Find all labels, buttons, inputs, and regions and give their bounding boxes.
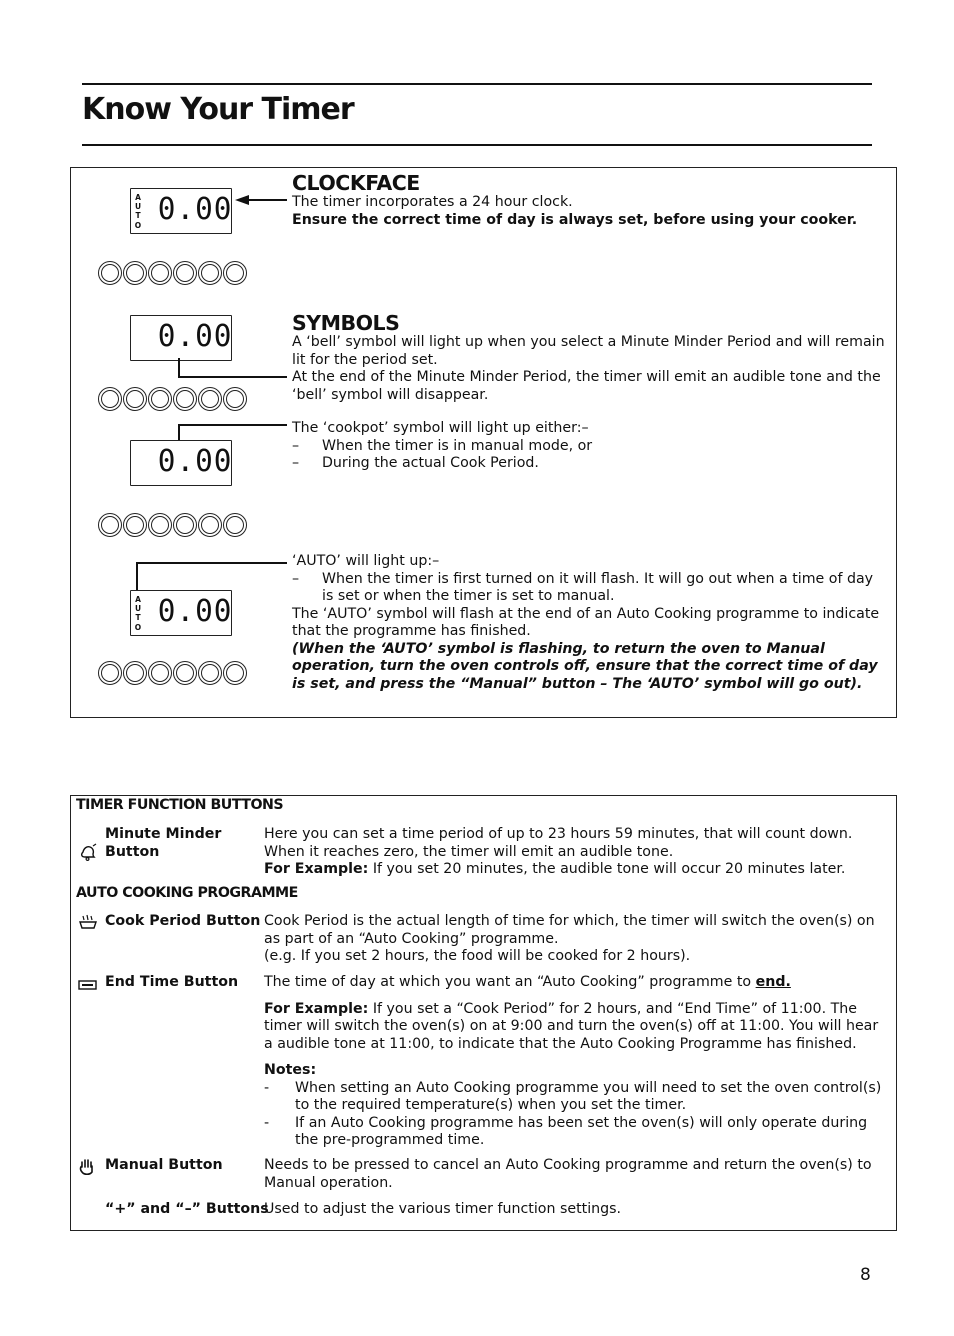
round-button-icon [98,387,122,411]
round-button-icon [123,661,147,685]
round-button-icon [223,387,247,411]
bell-text-2: At the end of the Minute Minder Period, the timer will emit an audible tone and the ‘bell’ symbol will disappear. [292,369,881,403]
round-button-icon [173,513,197,537]
manual-label: Manual Button [105,1157,223,1173]
minute-minder-label: Minute Minder Button [105,826,222,860]
round-button-icon [98,513,122,537]
round-button-icon [173,387,197,411]
page-number: 8 [860,1265,871,1285]
leader-line [245,199,287,201]
timer-display [130,188,232,234]
symbols-section [292,312,887,404]
page-title: Know Your Timer [82,92,354,127]
top-rule [82,83,872,85]
cookpot-icon [78,914,98,930]
display-digits: 0.00 [157,444,233,479]
round-button-icon [198,513,222,537]
list-item: – During the actual Cook Period. [292,455,539,471]
cook-period-desc: Cook Period is the actual length of time for which, the timer will switch the oven(s) on as part of an “Auto Cooking” programme. (e.g. If you set 2 hours, the food will be cooked for 2 hours). [264,913,875,964]
control-buttons [98,661,247,685]
leader-line [136,562,287,564]
end-time-desc: The time of day at which you want an “Auto Cooking” programme to end. For Example: If you set a “Cook Period” for 2 hours, and “End Time” of 11:00. The timer will switch the oven(s) on at 9:00 and turn the oven(s) off at 11:00. You will hear a audible tone at 11:00, to indicate that the Auto Cooking Programme has finished. Notes: - When setting an Auto Cooking programme you will need to set the oven control(s) to the required temperature(s) when you set the timer. - If an Auto Cooking programme has been set the oven(s) will only operate during the pre-programmed time. [264,974,889,1150]
timer-display [130,440,232,486]
round-button-icon [223,661,247,685]
round-button-icon [223,261,247,285]
minute-minder-desc: Here you can set a time period of up to 23 hours 59 minutes, that will count down. When it reaches zero, the timer will emit an audible tone. For Example: If you set 20 minutes, the audible tone will occur 20 minutes later. [264,826,853,877]
auto-indicator: A U T O [134,595,142,632]
round-button-icon [98,661,122,685]
cookpot-section [292,420,887,473]
round-button-icon [198,661,222,685]
display-digits: 0.00 [157,192,233,227]
round-button-icon [148,261,172,285]
end-time-label: End Time Button [105,974,239,990]
round-button-icon [198,387,222,411]
control-buttons [98,387,247,411]
round-button-icon [148,513,172,537]
round-button-icon [123,261,147,285]
round-button-icon [98,261,122,285]
round-button-icon [123,387,147,411]
control-buttons [98,261,247,285]
clockface-line1: The timer incorporates a 24 hour clock. [292,194,573,210]
round-button-icon [148,661,172,685]
round-button-icon [123,513,147,537]
clockface-section [292,172,887,229]
round-button-icon [173,661,197,685]
bell-icon [78,843,98,861]
auto-programme-heading: AUTO COOKING PROGRAMME [76,885,298,901]
leader-line [178,376,287,378]
auto-indicator: A U T O [134,193,142,230]
list-item: – When the timer is first turned on it will flash. It will go out when a time of day is set or when the timer is set to manual. [292,570,874,604]
list-item: – When the timer is in manual mode, or [292,437,593,454]
auto-intro: ‘AUTO’ will light up:– [292,553,440,569]
leader-line [178,424,287,426]
symbols-heading: SYMBOLS [292,311,400,335]
timer-display [130,315,232,361]
hand-icon [78,1158,96,1176]
manual-desc: Needs to be pressed to cancel an Auto Cooking programme and return the oven(s) to Manual operation. [264,1157,872,1191]
list-item: - When setting an Auto Cooking programme you will need to set the oven control(s) to the required temperature(s) when you set the timer. [264,1079,882,1113]
leader-line [178,424,180,441]
round-button-icon [173,261,197,285]
display-digits: 0.00 [157,594,233,629]
control-buttons [98,513,247,537]
leader-line [136,562,138,591]
leader-line [178,358,180,377]
plus-minus-desc: Used to adjust the various timer function settings. [264,1201,622,1217]
auto-flash-text: The ‘AUTO’ symbol will flash at the end of an Auto Cooking programme to indicate that the programme has finished. [292,605,880,639]
bell-text-1: A ‘bell’ symbol will light up when you select a Minute Minder Period and will remain lit for the period set. [292,334,885,368]
title-underline [82,144,872,146]
clockface-heading: CLOCKFACE [292,171,420,195]
list-item: - If an Auto Cooking programme has been set the oven(s) will only operate during the pre-programmed time. [264,1114,868,1148]
round-button-icon [148,387,172,411]
plus-minus-label: “+” and “–” Buttons [105,1201,269,1217]
cook-period-label: Cook Period Button [105,913,261,929]
cookpot-intro: The ‘cookpot’ symbol will light up either:– [292,420,589,436]
timer-display [130,590,232,636]
auto-note: (When the ‘AUTO’ symbol is flashing, to return the oven to Manual operation, turn the oven controls off, ensure that the correct time of day is set, and press the “Manual” button – The ‘AUTO’ symbol will go out). [292,640,878,692]
auto-section [292,553,887,693]
round-button-icon [198,261,222,285]
end-time-icon [78,979,98,991]
timer-functions-heading: TIMER FUNCTION BUTTONS [76,797,284,813]
round-button-icon [223,513,247,537]
display-digits: 0.00 [157,319,233,354]
clockface-line2: Ensure the correct time of day is always set, before using your cooker. [292,211,858,228]
